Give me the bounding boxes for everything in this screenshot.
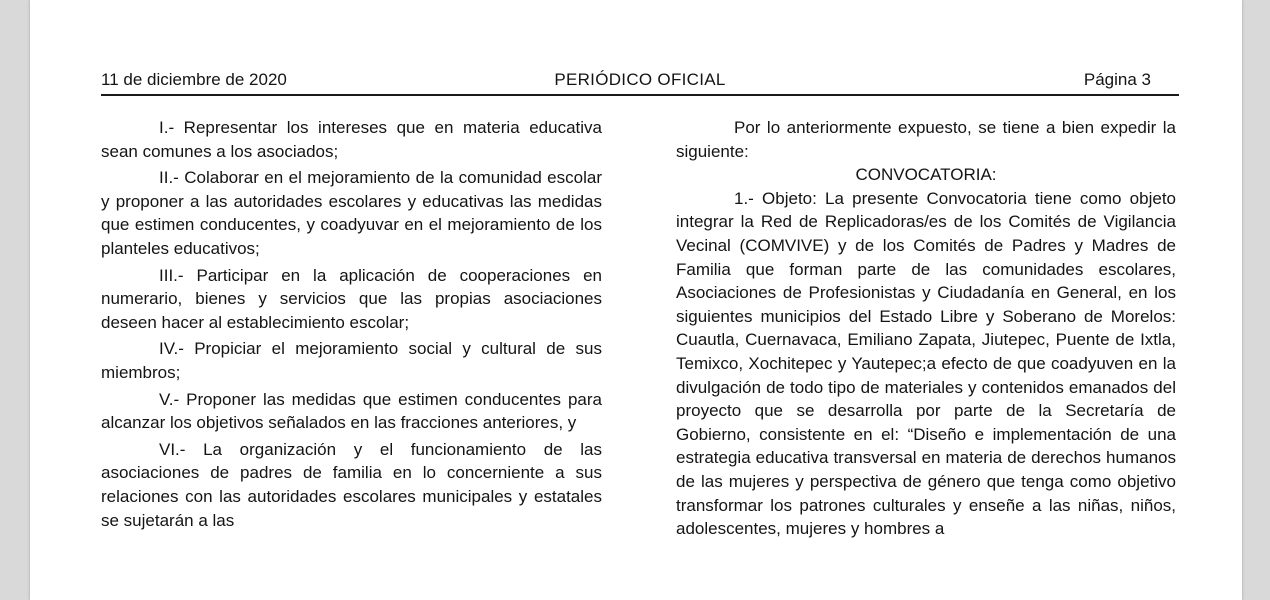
paragraph-fraction-iv: IV.- Propiciar el mejoramiento social y cultural de sus miembros; — [101, 339, 602, 382]
right-column — [676, 116, 1176, 541]
header-page-number: Página 3 — [1083, 70, 1151, 89]
paragraph-fraction-v: V.- Proponer las medidas que estimen conducentes para alcanzar los objetivos señalados en las fracciones anteriores, y — [101, 389, 602, 433]
paragraph-fraction-vi: VI.- La organización y el funcionamiento de las asociaciones de padres de familia en lo concerniente a sus relaciones con las autoridades escolares municipales y estatales se sujetarán a las — [101, 439, 602, 530]
header-date: 11 de diciembre de 2020 — [101, 70, 287, 89]
paragraph-fraction-i: I.- Representar los intereses que en materia educativa sean comunes a los asociados; — [101, 118, 602, 161]
left-column — [101, 116, 602, 535]
objeto-paragraph: 1.- Objeto: La presente Convocatoria tiene como objeto integrar la Red de Replicadoras/es de los Comités de Vigilancia Vecinal (COMVIVE) y de los Comités de Padres y Madres de Familia que forman parte de las comunidades escolares, Asociaciones de Profesionistas y Ciudadanía en General, en los siguientes municipios del Estado Libre y Soberano de Morelos: Cuautla, Cuernavaca, Emiliano Zapata, Jiutepec, Puente de Ixtla, Temixco, Xochitepec y Yautepec;a efecto de que coadyuven en la divulgación de todo tipo de materiales y contenidos emanados del proyecto que se desarrolla por parte de la Secretaría de Gobierno, consistente en el: “Diseño e implementación de una estrategia educativa transversal en materia de derechos humanos de las mujeres y perspectiva de género que tenga como objetivo transformar los patrones culturales y enseñe a las niñas, niños, adolescentes, mujeres y hombres a — [676, 188, 1176, 539]
paragraph-fraction-iii: III.- Participar en la aplicación de cooperaciones en numerario, bienes y servicios que las propias asociaciones deseen hacer al establecimiento escolar; — [101, 265, 602, 332]
intro-paragraph: Por lo anteriormente expuesto, se tiene a bien expedir la siguiente: — [676, 118, 1176, 161]
header-title: PERIÓDICO OFICIAL — [554, 70, 726, 89]
page-header — [101, 68, 1179, 92]
header-rule — [101, 94, 1179, 96]
paragraph-fraction-ii: II.- Colaborar en el mejoramiento de la comunidad escolar y proponer a las autoridades escolares y educativas las medidas que estimen conducentes, y coadyuvar en el mejoramiento de los planteles educativos; — [101, 168, 602, 258]
document-page — [30, 0, 1242, 600]
convocatoria-heading: CONVOCATORIA: — [855, 165, 997, 185]
